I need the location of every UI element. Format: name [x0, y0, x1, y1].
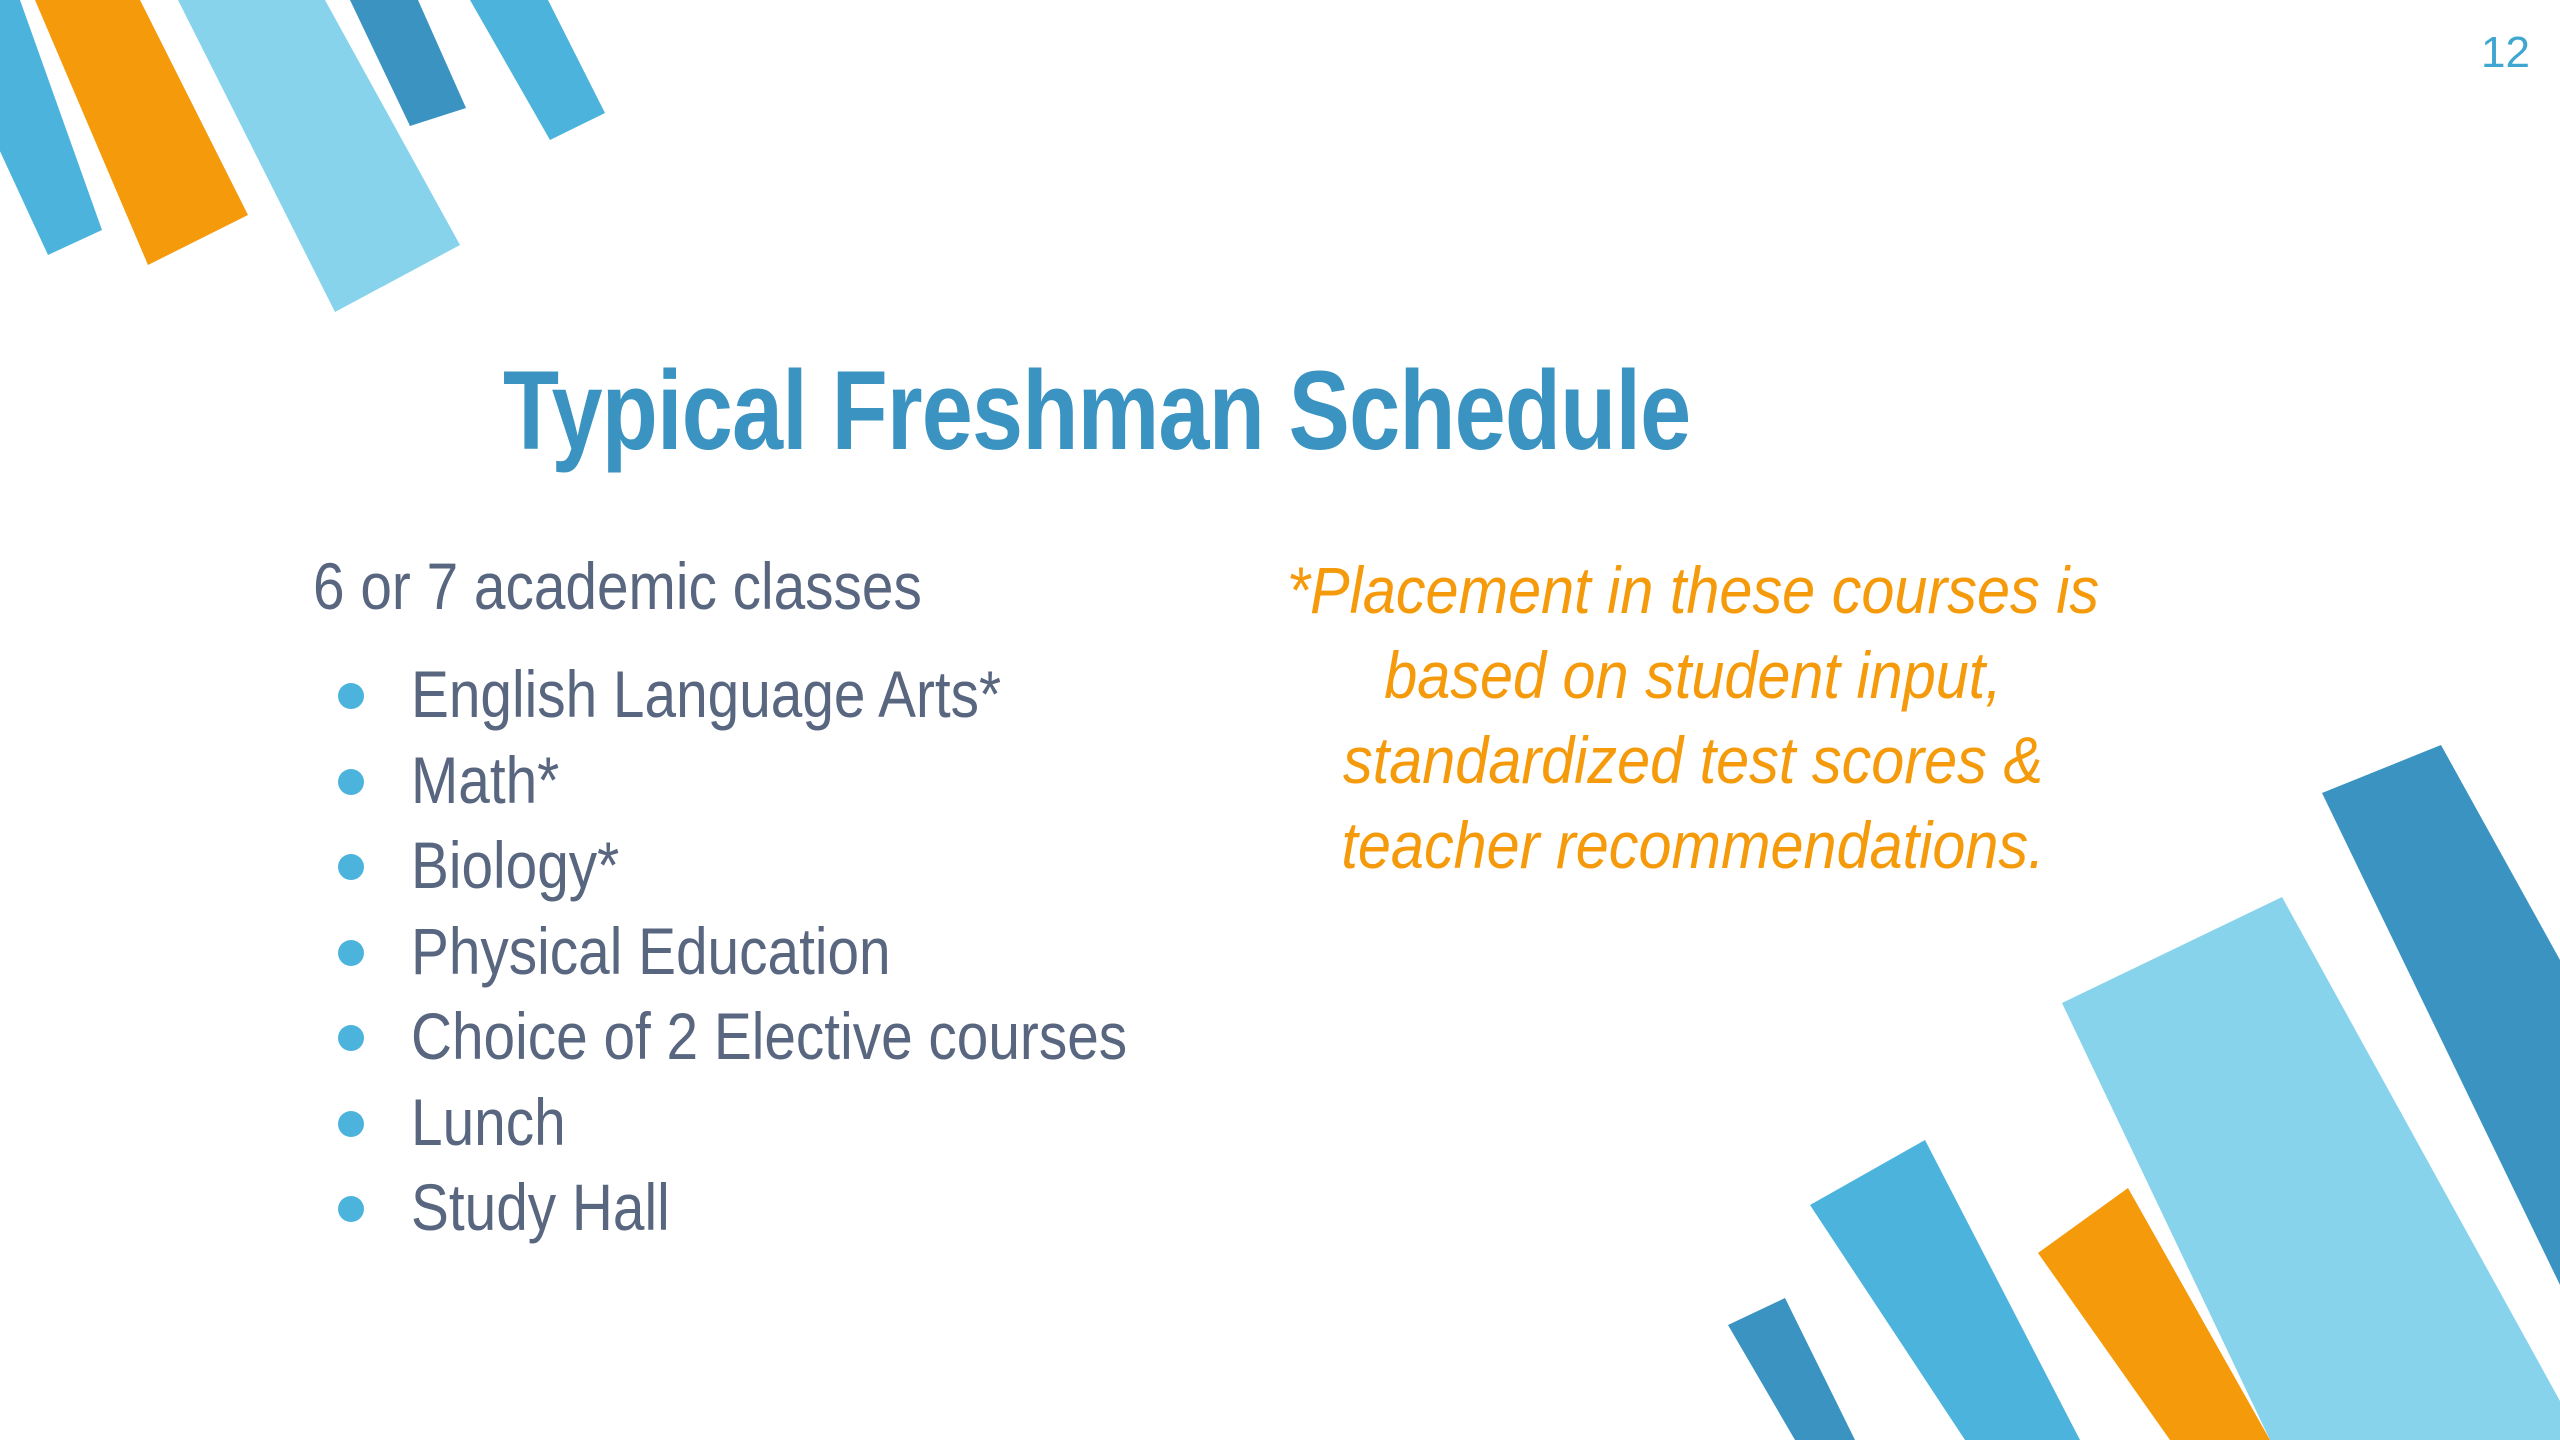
bullet-icon [338, 940, 364, 966]
bullet-icon [338, 1025, 364, 1051]
bullet-icon [338, 854, 364, 880]
course-label: Choice of 2 Elective courses [411, 999, 1128, 1073]
intro-text: 6 or 7 academic classes [313, 549, 922, 623]
page-number: 12 [2481, 28, 2530, 77]
course-label: Biology* [411, 828, 620, 902]
stripe-top-left-5 [470, 0, 605, 140]
top-left-stripes [0, 0, 605, 312]
course-label: Math* [411, 742, 560, 817]
bullet-icon [338, 683, 364, 709]
stripe-bottom-right-1 [1728, 1298, 1855, 1440]
placement-note: *Placement in these courses is based on student input, standardized test scores & teacher recommendations. [1286, 553, 2100, 882]
course-label: Lunch [411, 1084, 566, 1159]
course-label: Physical Education [411, 913, 891, 988]
bullet-icon [338, 769, 364, 795]
course-label: Study Hall [411, 1170, 670, 1244]
stripe-bottom-right-2 [1810, 1140, 2080, 1440]
bullet-icon [338, 1111, 364, 1137]
slide-title: Typical Freshman Schedule [503, 348, 1691, 473]
course-label: English Language Arts* [411, 657, 1002, 731]
bullet-icon [338, 1196, 364, 1222]
